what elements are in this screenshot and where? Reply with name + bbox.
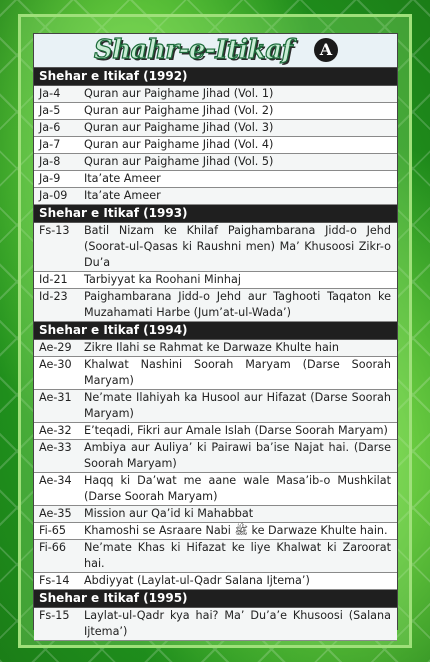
item-code: Ae-35 — [39, 507, 72, 520]
section-items — [34, 86, 397, 205]
list-item — [34, 188, 397, 205]
item-title: Ne’mate Ilahiyah ka Husool aur Hifazat (Darse Soorah Maryam) — [84, 391, 391, 420]
list-item — [34, 103, 397, 120]
list-item — [34, 340, 397, 357]
item-title: Paighambarana Jidd-o Jehd aur Taghooti Taqaton ke Muzahamati Harbe (Jum’at-ul-Wada’) — [84, 290, 391, 319]
list-item — [34, 154, 397, 171]
item-code: Ja-4 — [39, 87, 61, 100]
list-item — [34, 223, 397, 272]
item-title: Abdiyyat (Laylat-ul-Qadr Salana Ijtema’) — [84, 574, 310, 587]
item-title: Ita’ate Ameer — [84, 189, 161, 202]
list-item — [34, 523, 397, 540]
item-title: Zikre Ilahi se Rahmat ke Darwaze Khulte hain — [84, 341, 340, 354]
list-item — [34, 171, 397, 188]
item-code: Ae-30 — [39, 358, 72, 371]
section-items — [34, 608, 397, 641]
item-title: Laylat-ul-Qadr kya hai? Ma’ Du’a’e Khusoosi (Salana Ijtema’) — [84, 609, 391, 638]
list-item — [34, 573, 397, 590]
item-code: Fs-15 — [39, 609, 70, 622]
item-code: Ae-32 — [39, 424, 72, 437]
list-item — [34, 120, 397, 137]
catalog-list — [34, 68, 397, 641]
section-items — [34, 340, 397, 590]
item-code: Ja-7 — [39, 138, 61, 151]
list-item — [34, 423, 397, 440]
item-code: Id-21 — [39, 273, 68, 286]
item-title: Ita’ate Ameer — [84, 172, 161, 185]
item-code: Fs-14 — [39, 574, 70, 587]
item-title: Ne’mate Khas ki Hifazat ke liye Khalwat ki Zaroorat hai. — [84, 541, 391, 570]
item-code: Ja-09 — [39, 189, 68, 202]
list-item — [34, 137, 397, 154]
item-code: Fi-65 — [39, 524, 67, 537]
item-code: Ae-34 — [39, 474, 72, 487]
item-title: Tarbiyyat ka Roohani Minhaj — [84, 273, 241, 286]
item-title: E’teqadi, Fikri aur Amale Islah (Darse Soorah Maryam) — [84, 424, 388, 437]
item-code: Id-23 — [39, 290, 68, 303]
list-item — [34, 272, 397, 289]
item-title: Khamoshi se Asraare Nabi ﷺ ke Darwaze Khulte hain. — [84, 524, 388, 537]
item-code: Ae-31 — [39, 391, 72, 404]
list-item — [34, 608, 397, 641]
section-heading: Shehar e Itikaf (1995) — [34, 590, 397, 608]
item-code: Ae-33 — [39, 441, 72, 454]
catalog-panel — [33, 33, 398, 638]
item-code: Ja-8 — [39, 155, 61, 168]
section-heading: Shehar e Itikaf (1992) — [34, 68, 397, 86]
item-title: Ambiya aur Auliya’ ki Pairawi ba’ise Najat hai. (Darse Soorah Maryam) — [84, 441, 391, 470]
series-badge: A — [314, 38, 338, 62]
item-title: Quran aur Paighame Jihad (Vol. 5) — [84, 155, 274, 168]
section-heading: Shehar e Itikaf (1994) — [34, 322, 397, 340]
list-item — [34, 506, 397, 523]
item-code: Fs-13 — [39, 224, 70, 237]
item-title: Quran aur Paighame Jihad (Vol. 2) — [84, 104, 274, 117]
item-code: Ja-5 — [39, 104, 61, 117]
list-item — [34, 357, 397, 390]
section-items — [34, 223, 397, 322]
list-item — [34, 390, 397, 423]
list-item — [34, 540, 397, 573]
item-title: Haqq ki Da’wat me aane wale Masa’ib-o Mushkilat (Darse Soorah Maryam) — [84, 474, 391, 503]
item-code: Ae-29 — [39, 341, 72, 354]
item-title: Mission aur Qa’id ki Mahabbat — [84, 507, 254, 520]
item-title: Quran aur Paighame Jihad (Vol. 3) — [84, 121, 274, 134]
item-code: Ja-9 — [39, 172, 61, 185]
item-code: Fi-66 — [39, 541, 67, 554]
item-code: Ja-6 — [39, 121, 61, 134]
section-heading: Shehar e Itikaf (1993) — [34, 205, 397, 223]
item-title: Quran aur Paighame Jihad (Vol. 4) — [84, 138, 274, 151]
list-item — [34, 86, 397, 103]
list-item — [34, 473, 397, 506]
title-bar — [34, 34, 397, 68]
list-item — [34, 289, 397, 322]
list-item — [34, 440, 397, 473]
item-title: Khalwat Nashini Soorah Maryam (Darse Soorah Maryam) — [84, 358, 391, 387]
item-title: Quran aur Paighame Jihad (Vol. 1) — [84, 87, 274, 100]
item-title: Batil Nizam ke Khilaf Paighambarana Jidd-o Jehd (Soorat-ul-Qasas ki Raushni men) Ma’ Khusoosi Zikr-o Du’a — [84, 224, 391, 269]
page-title: Shahr-e-Itikaf — [94, 35, 293, 65]
